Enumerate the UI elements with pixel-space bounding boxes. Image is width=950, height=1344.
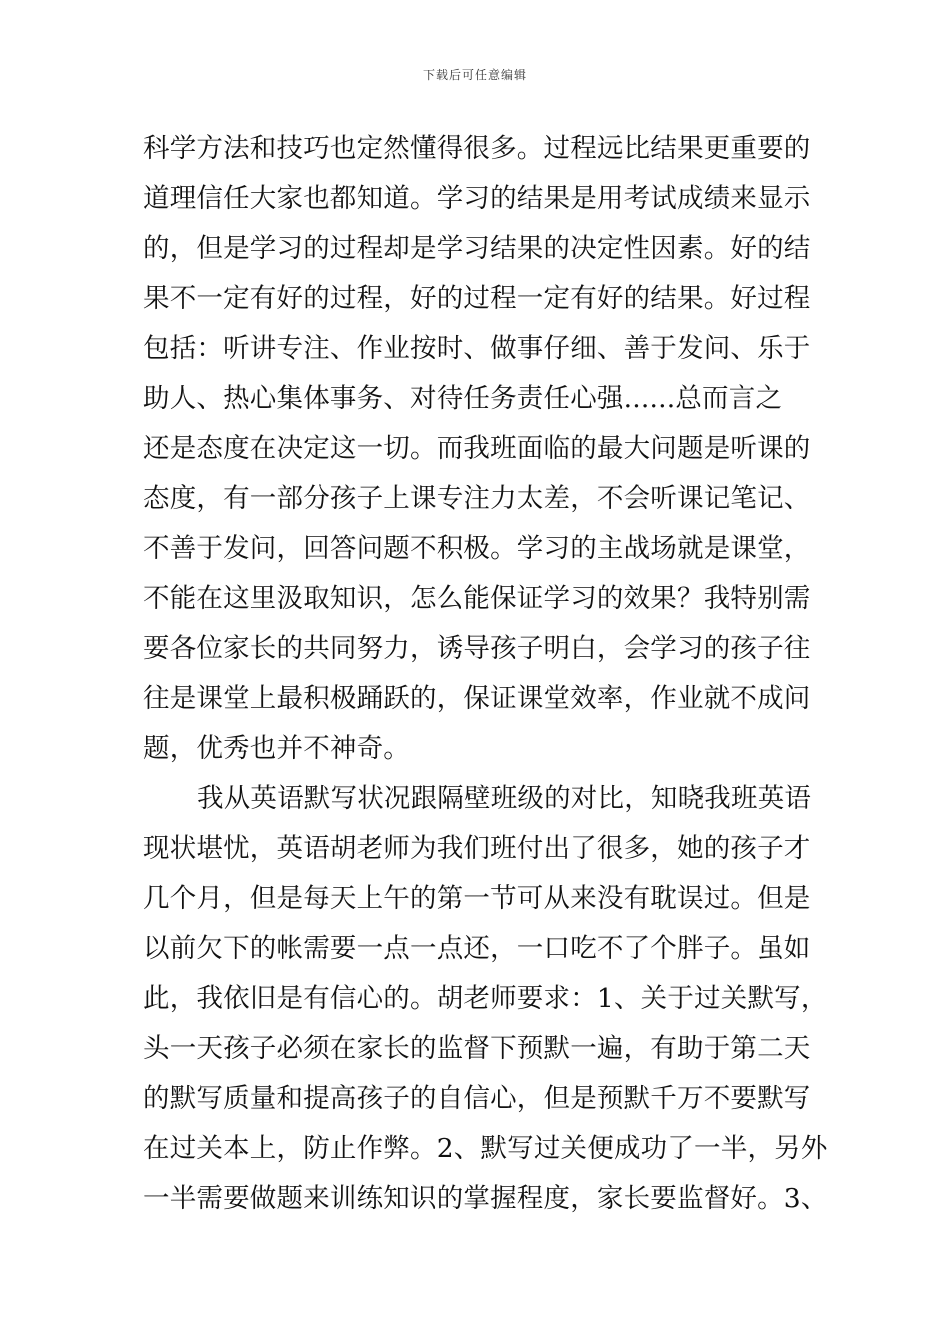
text-line: 要各位家长的共同努力，诱导孩子明白，会学习的孩子往 (143, 633, 811, 664)
text-line: 几个月，但是每天上午的第一节可从来没有耽误过。但是 (143, 883, 811, 914)
text-line: 果不一定有好的过程，好的过程一定有好的结果。好过程 (143, 283, 811, 314)
text-line: 现状堪忧，英语胡老师为我们班付出了很多，她的孩子才 (143, 833, 811, 864)
text-line: 包括：听讲专注、作业按时、做事仔细、善于发问、乐于 (143, 333, 811, 364)
text-line: 往是课堂上最积极踊跃的，保证课堂效率，作业就不成问 (143, 683, 811, 714)
text-line: 不善于发问，回答问题不积极。学习的主战场就是课堂， (143, 533, 811, 564)
document-body (143, 124, 828, 1224)
text-line: 一半需要做题来训练知识的掌握程度，家长要监督好。3、 (143, 1183, 828, 1214)
text-line: 科学方法和技巧也定然懂得很多。过程远比结果更重要的 (143, 133, 811, 164)
text-line: 题，优秀也并不神奇。 (143, 733, 410, 764)
text-line: 在过关本上，防止作弊。2、默写过关便成功了一半，另外 (143, 1133, 828, 1164)
text-line: 态度，有一部分孩子上课专注力太差，不会听课记笔记、 (143, 483, 811, 514)
text-line: 此，我依旧是有信心的。胡老师要求：1、关于过关默写， (143, 983, 828, 1014)
text-line: 的，但是学习的过程却是学习结果的决定性因素。好的结 (143, 233, 811, 264)
text-line: 助人、热心集体事务、对待任务责任心强......总而言之 (143, 383, 783, 414)
text-line: 头一天孩子必须在家长的监督下预默一遍，有助于第二天 (143, 1033, 811, 1064)
text-line: 不能在这里汲取知识，怎么能保证学习的效果？我特别需 (143, 583, 811, 614)
text-line: 以前欠下的帐需要一点一点还，一口吃不了个胖子。虽如 (143, 933, 811, 964)
text-line: 道理信任大家也都知道。学习的结果是用考试成绩来显示 (143, 183, 811, 214)
text-line: 的默写质量和提高孩子的自信心，但是预默千万不要默写 (143, 1083, 811, 1114)
text-line: 还是态度在决定这一切。而我班面临的最大问题是听课的 (143, 433, 811, 464)
text-line: 我从英语默写状况跟隔壁班级的对比，知晓我班英语 (197, 783, 812, 814)
page-header: 下载后可任意编辑 (422, 68, 527, 82)
